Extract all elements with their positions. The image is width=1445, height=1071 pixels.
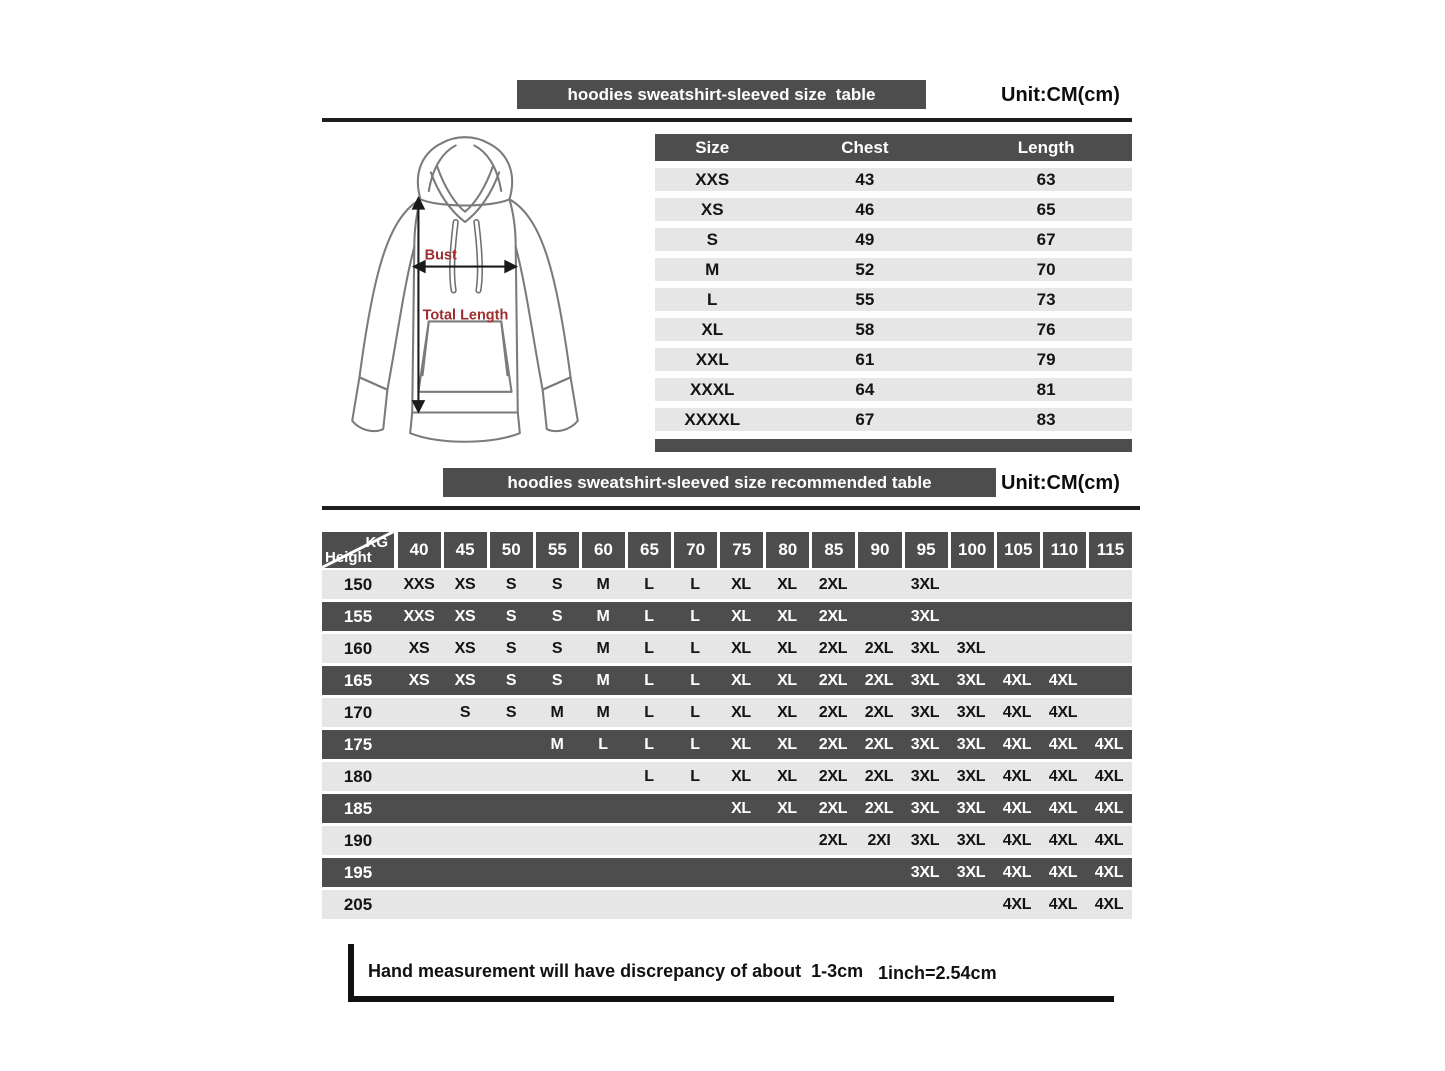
recommend-cell: L — [598, 735, 608, 753]
inch-conversion-note: 1inch=2.54cm — [878, 963, 997, 983]
size-cell: 64 — [855, 379, 875, 399]
recommend-cell: L — [644, 703, 654, 721]
hoodie-measurement-diagram — [323, 131, 607, 457]
recommend-cell: M — [550, 703, 564, 721]
size-cell: XXXL — [690, 379, 735, 399]
recommend-cell: L — [644, 671, 654, 689]
size-row-s — [655, 228, 1132, 251]
recommend-cell: S — [505, 639, 517, 657]
divider-bottom — [322, 506, 1140, 510]
size-cell: 49 — [855, 229, 875, 249]
size-row-xl — [655, 318, 1132, 341]
size-cell: 55 — [855, 289, 875, 309]
recommend-cell: 3XL — [910, 735, 940, 753]
height-row-195 — [322, 858, 1132, 887]
size-cell: 43 — [855, 169, 875, 189]
recommend-cell: L — [644, 639, 654, 657]
height-row-175 — [322, 730, 1132, 759]
kangaroo-pocket — [418, 321, 511, 391]
recommend-cell: XS — [408, 671, 430, 689]
recommend-cell: 4XL — [1002, 895, 1032, 913]
divider-top — [322, 118, 1132, 122]
left-sleeve — [359, 199, 420, 389]
size-table-body — [655, 168, 1132, 431]
recommend-cell: 4XL — [1094, 799, 1124, 817]
recommend-cell: 3XL — [956, 863, 986, 881]
recommend-cell: 3XL — [910, 575, 940, 593]
left-cuff — [352, 377, 387, 431]
recommend-cell: XS — [454, 607, 476, 625]
recommend-cell: 4XL — [1002, 703, 1032, 721]
size-cell: XS — [700, 199, 724, 219]
size-table-header-chest: Chest — [841, 137, 889, 157]
size-cell: 63 — [1036, 169, 1056, 189]
recommend-cell: XL — [731, 639, 751, 657]
height-row-165 — [322, 666, 1132, 695]
recommend-cell: XXS — [403, 575, 435, 593]
bust-label: Bust — [424, 247, 457, 264]
recommend-cell: 2XL — [818, 703, 848, 721]
recommend-cell: 4XL — [1048, 831, 1078, 849]
recommend-cell: XL — [731, 575, 751, 593]
weight-header-90: 90 — [858, 532, 901, 568]
recommend-cell: 4XL — [1094, 735, 1124, 753]
unit-label-bottom: Unit:CM(cm) — [1001, 472, 1120, 494]
size-row-xxl — [655, 348, 1132, 371]
footer-corner-horizontal-bar — [348, 996, 1114, 1002]
recommend-cell: 2XL — [864, 799, 894, 817]
size-table — [655, 134, 1132, 452]
weight-header-65: 65 — [628, 532, 671, 568]
recommend-cell: S — [551, 575, 563, 593]
size-table-header-length: Length — [1017, 137, 1075, 157]
weight-header-row — [322, 532, 1132, 568]
size-cell: XXL — [695, 349, 729, 369]
recommend-cell: XL — [777, 671, 797, 689]
recommend-cell: 3XL — [910, 639, 940, 657]
size-cell: XXS — [695, 169, 730, 189]
size-cell: 67 — [1036, 229, 1056, 249]
recommend-cell: 2XL — [864, 671, 894, 689]
recommend-cell: XL — [731, 735, 751, 753]
recommend-cell: 2XL — [818, 607, 848, 625]
recommend-cell: S — [505, 671, 517, 689]
hood-inner-line — [429, 145, 501, 191]
kg-height-corner-cell — [322, 532, 394, 568]
recommend-cell: 4XL — [1002, 831, 1032, 849]
height-row-190 — [322, 826, 1132, 855]
recommend-cell: L — [690, 703, 700, 721]
recommend-cell: M — [596, 607, 610, 625]
right-cuff — [543, 377, 578, 431]
height-label: 180 — [343, 766, 373, 786]
weight-header-95: 95 — [905, 532, 948, 568]
size-row-l — [655, 288, 1132, 311]
pocket-opening-left — [423, 321, 429, 375]
weight-header-100: 100 — [951, 532, 994, 568]
recommend-cell: 2XL — [864, 703, 894, 721]
recommend-cell: XL — [777, 735, 797, 753]
hem-band — [410, 412, 520, 441]
recommend-cell: 2XL — [818, 575, 848, 593]
recommend-cell: 3XL — [956, 831, 986, 849]
size-cell: XL — [701, 319, 724, 339]
height-label: 185 — [343, 798, 373, 818]
recommend-cell: L — [690, 575, 700, 593]
recommend-cell: L — [644, 767, 654, 785]
recommend-cell: L — [644, 575, 654, 593]
recommend-cell: 4XL — [1048, 671, 1078, 689]
recommend-cell: 4XL — [1002, 767, 1032, 785]
height-label: 160 — [343, 638, 373, 658]
size-row-xs — [655, 198, 1132, 221]
body-outline — [412, 199, 518, 412]
recommend-cell: 4XL — [1048, 703, 1078, 721]
weight-header-110: 110 — [1043, 532, 1086, 568]
recommend-cell: 4XL — [1048, 767, 1078, 785]
size-cell: 76 — [1036, 319, 1056, 339]
recommend-cell: 3XL — [910, 767, 940, 785]
recommend-cell: 2XI — [867, 831, 891, 849]
recommend-cell: 4XL — [1002, 799, 1032, 817]
recommended-table-title-bar — [443, 468, 996, 497]
recommend-cell: S — [505, 607, 517, 625]
recommend-cell: XL — [777, 575, 797, 593]
recommend-cell: 2XL — [864, 767, 894, 785]
recommended-size-table — [322, 532, 1132, 922]
size-cell: S — [706, 229, 718, 249]
size-cell: M — [705, 259, 720, 279]
recommend-cell: XS — [454, 575, 476, 593]
size-cell: 58 — [855, 319, 875, 339]
recommend-cell: 2XL — [864, 639, 894, 657]
weight-header-55: 55 — [536, 532, 579, 568]
height-label: 170 — [343, 702, 373, 722]
height-row-160 — [322, 634, 1132, 663]
recommend-cell: 4XL — [1048, 895, 1078, 913]
size-cell: 65 — [1036, 199, 1056, 219]
recommend-cell: L — [690, 767, 700, 785]
size-cell: 73 — [1036, 289, 1056, 309]
size-row-xxxxl — [655, 408, 1132, 431]
recommend-cell: S — [551, 607, 563, 625]
height-row-170 — [322, 698, 1132, 727]
corner-kg-label: KG — [365, 534, 388, 551]
recommend-cell: 3XL — [956, 735, 986, 753]
recommend-cell: XXS — [403, 607, 435, 625]
height-row-155 — [322, 602, 1132, 631]
height-label: 150 — [343, 574, 373, 594]
recommend-cell: 4XL — [1094, 831, 1124, 849]
recommend-cell: 3XL — [910, 799, 940, 817]
recommend-cell: XS — [454, 639, 476, 657]
recommend-cell: 2XL — [818, 831, 848, 849]
recommend-cell: 3XL — [910, 671, 940, 689]
weight-header-70: 70 — [674, 532, 717, 568]
recommend-cell: XS — [454, 671, 476, 689]
recommend-cell: 3XL — [910, 703, 940, 721]
height-row-205 — [322, 890, 1132, 919]
recommend-cell: XL — [731, 671, 751, 689]
recommend-cell: 4XL — [1094, 767, 1124, 785]
height-row-180 — [322, 762, 1132, 791]
recommend-cell: XL — [731, 703, 751, 721]
recommend-cell: XL — [777, 767, 797, 785]
recommended-table-body — [322, 570, 1132, 919]
recommend-cell: L — [644, 607, 654, 625]
height-label: 190 — [343, 830, 373, 850]
recommend-cell: 3XL — [910, 607, 940, 625]
recommend-cell: M — [596, 703, 610, 721]
size-row-xxs — [655, 168, 1132, 191]
recommend-cell: 3XL — [956, 703, 986, 721]
recommend-cell: M — [596, 639, 610, 657]
recommend-cell: 2XL — [864, 735, 894, 753]
recommend-cell: 4XL — [1002, 863, 1032, 881]
height-row-150 — [322, 570, 1132, 599]
size-cell: L — [707, 289, 718, 309]
recommend-cell: 4XL — [1048, 799, 1078, 817]
weight-header-50: 50 — [490, 532, 533, 568]
size-cell: XXXXL — [684, 409, 741, 429]
recommend-cell: 4XL — [1094, 863, 1124, 881]
recommend-cell: 3XL — [956, 671, 986, 689]
recommend-cell: 4XL — [1048, 863, 1078, 881]
recommend-cell: XL — [777, 703, 797, 721]
recommended-table-title: hoodies sweatshirt-sleeved size recommended table — [507, 472, 932, 492]
recommend-cell: L — [690, 607, 700, 625]
recommend-cell: S — [551, 639, 563, 657]
size-table-header-row — [655, 134, 1132, 161]
weight-header-60: 60 — [582, 532, 625, 568]
recommend-cell: M — [550, 735, 564, 753]
recommend-cell: 3XL — [910, 863, 940, 881]
height-label: 205 — [343, 894, 373, 914]
recommend-cell: 4XL — [1048, 735, 1078, 753]
recommend-cell: S — [551, 671, 563, 689]
height-label: 175 — [343, 734, 373, 754]
recommend-cell: XL — [731, 607, 751, 625]
recommend-cell: XS — [408, 639, 430, 657]
pocket-opening-right — [501, 321, 507, 375]
size-row-m — [655, 258, 1132, 281]
recommend-cell: L — [690, 671, 700, 689]
recommend-cell: 3XL — [910, 831, 940, 849]
height-label: 155 — [343, 606, 373, 626]
right-sleeve — [510, 199, 571, 389]
recommend-cell: 2XL — [818, 767, 848, 785]
size-cell: 79 — [1036, 349, 1056, 369]
hood-outline — [418, 137, 512, 205]
recommend-cell: XL — [777, 639, 797, 657]
weight-header-40: 40 — [398, 532, 441, 568]
size-table-header-size: Size — [695, 137, 730, 157]
weight-header-80: 80 — [766, 532, 809, 568]
recommend-cell: S — [459, 703, 471, 721]
weight-header-45: 45 — [444, 532, 487, 568]
recommend-cell: 2XL — [818, 799, 848, 817]
weight-header-115: 115 — [1089, 532, 1132, 568]
recommend-cell: XL — [731, 799, 751, 817]
size-table-bottom-bar — [655, 439, 1132, 452]
recommend-cell: 3XL — [956, 639, 986, 657]
collar-opening — [431, 172, 499, 222]
recommend-cell: 3XL — [956, 767, 986, 785]
recommend-cell: 2XL — [818, 639, 848, 657]
corner-height-label: Height — [325, 549, 372, 566]
recommend-cell: S — [505, 703, 517, 721]
size-row-xxxl — [655, 378, 1132, 401]
height-row-185 — [322, 794, 1132, 823]
recommend-cell: L — [690, 735, 700, 753]
size-cell: 83 — [1036, 409, 1056, 429]
recommend-cell: 4XL — [1002, 671, 1032, 689]
recommend-cell: XL — [731, 767, 751, 785]
recommend-cell: 4XL — [1002, 735, 1032, 753]
recommend-cell: L — [690, 639, 700, 657]
recommend-cell: 2XL — [818, 671, 848, 689]
weight-header-85: 85 — [812, 532, 855, 568]
weight-header-105: 105 — [997, 532, 1040, 568]
height-label: 165 — [343, 670, 373, 690]
recommend-cell: XL — [777, 607, 797, 625]
total-length-label: Total Length — [422, 307, 509, 324]
recommend-cell: M — [596, 575, 610, 593]
size-cell: 61 — [855, 349, 875, 369]
size-cell: 70 — [1036, 259, 1056, 279]
unit-label-top: Unit:CM(cm) — [1001, 84, 1120, 106]
size-table-title-bar — [517, 80, 926, 109]
size-cell: 81 — [1036, 379, 1056, 399]
recommend-cell: 2XL — [818, 735, 848, 753]
size-cell: 52 — [855, 259, 875, 279]
size-cell: 46 — [855, 199, 875, 219]
recommend-cell: 3XL — [956, 799, 986, 817]
recommend-cell: 4XL — [1094, 895, 1124, 913]
weight-header-75: 75 — [720, 532, 763, 568]
height-label: 195 — [343, 862, 373, 882]
recommend-cell: S — [505, 575, 517, 593]
footer-corner-vertical-bar — [348, 944, 354, 1002]
recommend-cell: M — [596, 671, 610, 689]
measurement-note: Hand measurement will have discrepancy of about 1-3cm — [368, 961, 864, 981]
recommend-cell: L — [644, 735, 654, 753]
recommend-cell: XL — [777, 799, 797, 817]
size-cell: 67 — [855, 409, 875, 429]
size-table-title: hoodies sweatshirt-sleeved size table — [567, 84, 876, 104]
